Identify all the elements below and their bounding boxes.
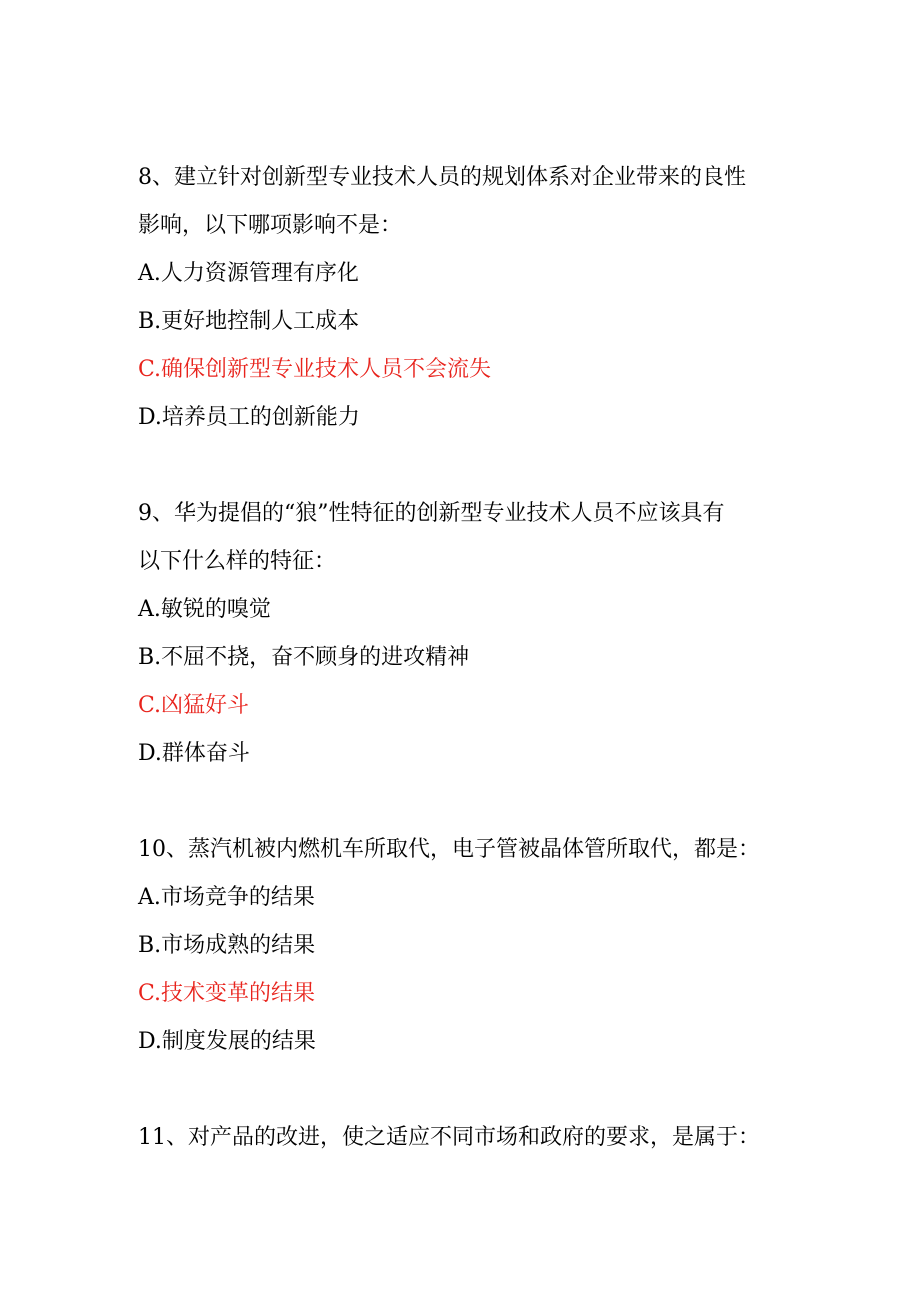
question-10: [138, 838, 788, 1054]
option-d: D.群体奋斗: [138, 741, 250, 766]
document-page: [138, 166, 788, 1150]
option-c-correct-answer: C.技术变革的结果: [138, 981, 316, 1006]
option-d: D.培养员工的创新能力: [138, 405, 360, 430]
option-a: A.人力资源管理有序化: [138, 261, 359, 286]
question-spacer: [138, 1054, 788, 1126]
question-stem-line: 以下什么样的特征：: [138, 549, 337, 574]
option-b: B.不屈不挠，奋不顾身的进攻精神: [138, 645, 470, 670]
option-c-correct-answer: C.确保创新型专业技术人员不会流失: [138, 357, 492, 382]
option-list: [138, 598, 788, 766]
option-c-correct-answer: C.凶猛好斗: [138, 693, 250, 718]
question-stem-line: 9、华为提倡的“狼”性特征的创新型专业技术人员不应该具有: [138, 501, 725, 526]
option-b: B.市场成熟的结果: [138, 933, 316, 958]
option-b: B.更好地控制人工成本: [138, 309, 360, 334]
question-stem-line: 影响，以下哪项影响不是：: [138, 213, 403, 238]
question-11: [138, 1126, 788, 1150]
question-9: [138, 502, 788, 766]
option-list: [138, 886, 788, 1054]
option-list: [138, 262, 788, 430]
question-spacer: [138, 766, 788, 838]
option-a: A.敏锐的嗅觉: [138, 597, 271, 622]
question-8: [138, 166, 788, 430]
question-stem-line: 10、蒸汽机被内燃机车所取代，电子管被晶体管所取代，都是：: [138, 837, 760, 862]
option-d: D.制度发展的结果: [138, 1029, 316, 1054]
question-stem-line: 8、建立针对创新型专业技术人员的规划体系对企业带来的良性: [138, 165, 746, 190]
question-spacer: [138, 430, 788, 502]
option-a: A.市场竞争的结果: [138, 885, 315, 910]
question-stem-line: 11、对产品的改进，使之适应不同市场和政府的要求，是属于：: [138, 1125, 760, 1150]
